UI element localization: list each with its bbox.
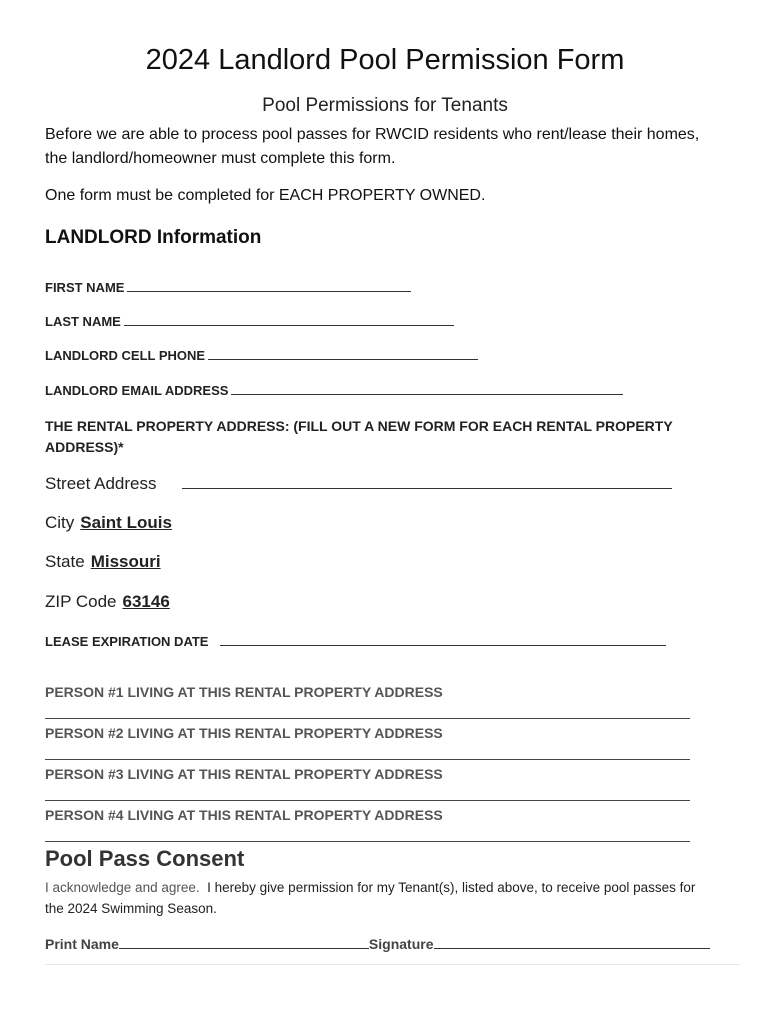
street-address-label: Street Address [45, 474, 157, 493]
cell-phone-field[interactable] [45, 347, 478, 365]
print-name-label: Print Name [45, 936, 119, 952]
last-name-label: LAST NAME [45, 314, 121, 329]
consent-paragraph [45, 877, 705, 919]
state-value[interactable]: Missouri [90, 552, 161, 571]
person-3-line[interactable] [45, 800, 690, 801]
consent-text: I hereby give permission for my Tenant(s), listed above, to receive pool passes for the 2024 Swimming Season. [45, 880, 696, 916]
street-address-field[interactable] [45, 474, 672, 494]
lease-expiration-label: LEASE EXPIRATION DATE [45, 634, 209, 649]
state-label: State [45, 552, 85, 571]
first-name-label: FIRST NAME [45, 280, 125, 295]
print-name-line[interactable] [119, 936, 369, 949]
intro-paragraph: Before we are able to process pool passes for RWCID residents who rent/lease their homes, the landlord/homeowner must complete this form. [45, 126, 700, 167]
consent-heading: Pool Pass Consent [45, 846, 245, 871]
city-value[interactable]: Saint Louis [80, 513, 172, 532]
first-name-line[interactable] [127, 279, 411, 292]
person-4-label: PERSON #4 LIVING AT THIS RENTAL PROPERTY ADDRESS [45, 807, 443, 823]
first-name-field[interactable] [45, 279, 411, 297]
zip-value[interactable]: 63146 [122, 592, 170, 611]
person-1-line[interactable] [45, 718, 690, 719]
last-name-field[interactable] [45, 313, 454, 331]
signature-label: Signature [368, 936, 434, 952]
form-subtitle: Pool Permissions for Tenants [262, 95, 508, 116]
last-name-line[interactable] [124, 313, 454, 326]
person-2-label: PERSON #2 LIVING AT THIS RENTAL PROPERTY ADDRESS [45, 725, 443, 741]
city-label: City [45, 513, 75, 532]
email-label: LANDLORD EMAIL ADDRESS [45, 383, 229, 398]
signature-line[interactable] [434, 936, 710, 949]
signature-row[interactable] [45, 936, 710, 952]
zip-label: ZIP Code [45, 592, 117, 611]
consent-acknowledge: I acknowledge and agree. [45, 880, 200, 895]
person-1-label: PERSON #1 LIVING AT THIS RENTAL PROPERTY ADDRESS [45, 684, 443, 700]
zip-field[interactable] [45, 592, 170, 612]
street-address-line[interactable] [182, 474, 672, 489]
lease-expiration-line[interactable] [220, 632, 666, 646]
form-title: 2024 Landlord Pool Permission Form [145, 44, 625, 76]
lease-expiration-field[interactable] [45, 632, 666, 651]
person-4-line[interactable] [45, 841, 690, 842]
rental-address-heading: THE RENTAL PROPERTY ADDRESS: (FILL OUT A NEW FORM FOR EACH RENTAL PROPERTY ADDRESS)* [45, 418, 673, 455]
property-note: One form must be completed for EACH PROPERTY OWNED. [45, 187, 486, 204]
person-2-line[interactable] [45, 759, 690, 760]
cell-phone-label: LANDLORD CELL PHONE [45, 348, 206, 363]
page-divider [45, 964, 740, 965]
cell-phone-line[interactable] [208, 347, 478, 360]
email-field[interactable] [45, 382, 623, 400]
landlord-heading: LANDLORD Information [45, 227, 262, 248]
email-line[interactable] [231, 382, 623, 395]
person-3-label: PERSON #3 LIVING AT THIS RENTAL PROPERTY ADDRESS [45, 766, 443, 782]
city-field[interactable] [45, 513, 172, 533]
state-field[interactable] [45, 552, 161, 572]
